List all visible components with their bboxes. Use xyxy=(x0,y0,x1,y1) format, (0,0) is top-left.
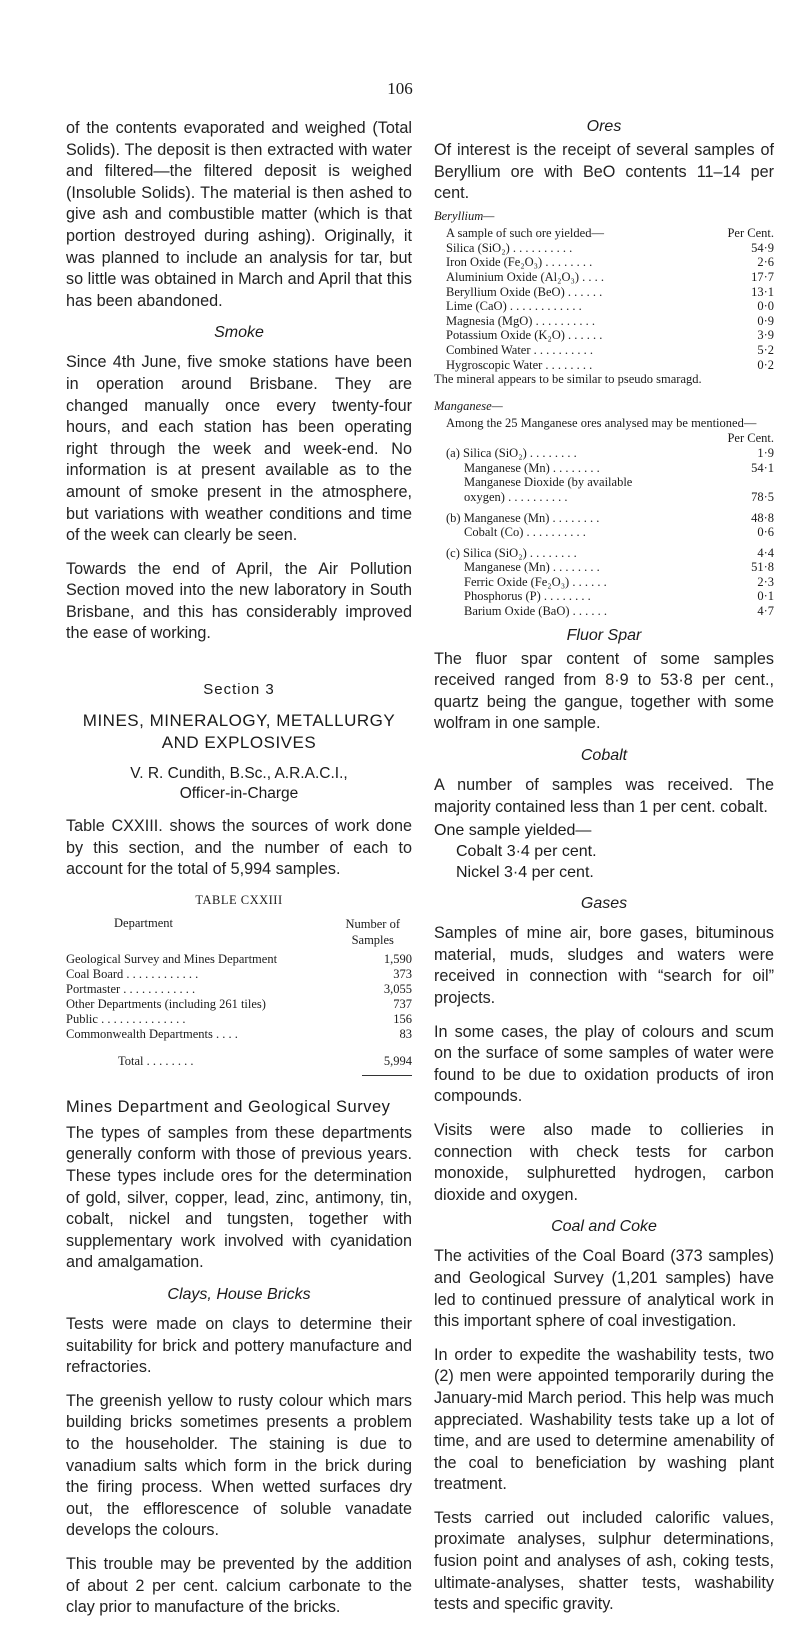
row-value: 4·7 xyxy=(757,604,774,619)
heading-smoke: Smoke xyxy=(214,324,264,342)
paragraph-table-intro: Table CXXIII. shows the sources of work done by this section, and the number of each to account for the total of 5,994 samples. xyxy=(66,817,412,879)
table-row xyxy=(434,241,774,256)
paragraph-gases-samples: Samples of mine air, bore gases, bituminous material, muds, sludges and waters were received in connection with “search for oil” projects. xyxy=(434,924,774,1007)
label-beryllium: Beryllium— xyxy=(434,208,495,223)
table-row xyxy=(434,604,774,619)
row-label: Aluminium Oxide (Al₂O₃) . . . . xyxy=(446,269,605,284)
table-col-samples xyxy=(346,916,401,948)
paragraph-air-pollution: Towards the end of April, the Air Pollution Section moved into the new laboratory in South Brisbane, and this has considerably improved the ease of working. xyxy=(66,559,412,643)
table-row xyxy=(434,255,774,270)
table-row xyxy=(66,1027,412,1042)
row-label: Commonwealth Departments . . . . xyxy=(66,1026,238,1041)
row-label: Public . . . . . . . . . . . . . . xyxy=(66,1011,186,1026)
label-manganese: Manganese— xyxy=(434,399,503,414)
heading-mines-department: Mines Department and Geological Survey xyxy=(66,1097,391,1116)
row-label: Hygroscopic Water . . . . . . . . xyxy=(446,357,593,372)
paragraph-smoke-stations: Since 4th June, five smoke stations have been in operation around Brisbane. They are changed manually once every twenty-four hours, and each station has been operating right through the week and week-end. No information is at present available as to the amount of smoke present in the atmosphere, but variations with weather conditions and time of the week can clearly be seen. xyxy=(66,353,412,545)
paragraph-coal-washability: In order to expedite the washability tests, two (2) men were appointed temporarily during the January-mid March period. This help was much appreciated. Washability tests take up a lot of time, and are used to determine amenability of the coal to beneficiation by washing plant treatment. xyxy=(434,1345,774,1494)
row-label: (b) Manganese (Mn) . . . . . . . . xyxy=(446,510,600,525)
row-value: 17·7 xyxy=(751,269,774,284)
table-row xyxy=(434,575,774,590)
row-label: Manganese (Mn) . . . . . . . . xyxy=(464,460,600,475)
row-value: 373 xyxy=(393,966,412,981)
table-col-samples-line-2: Samples xyxy=(351,932,394,947)
row-value: 3·9 xyxy=(757,328,774,343)
table-row xyxy=(434,358,774,373)
row-label: Cobalt (Co) . . . . . . . . . . xyxy=(464,525,586,540)
table-row xyxy=(66,1012,412,1027)
table-row xyxy=(434,446,774,461)
table-header xyxy=(66,916,412,952)
row-value: 54·1 xyxy=(751,460,774,475)
paragraph-clays-prevention: This trouble may be prevented by the addition of about 2 per cent. calcium carbonate to the clay prior to manufacture of the bricks. xyxy=(66,1554,412,1617)
right-column xyxy=(434,118,774,1628)
heading-cobalt: Cobalt xyxy=(580,747,628,765)
table-row xyxy=(434,285,774,300)
left-column xyxy=(66,118,412,1631)
heading-clays: Clays, House Bricks xyxy=(167,1286,311,1303)
table-total-label: Total . . . . . . . . xyxy=(118,1053,194,1068)
row-value: 1,590 xyxy=(383,951,412,966)
row-value: 48·8 xyxy=(751,510,774,525)
table-row xyxy=(434,270,774,285)
table-row xyxy=(66,967,412,982)
table-row xyxy=(434,328,774,343)
row-label: Portmaster . . . . . . . . . . . . xyxy=(66,981,196,996)
table-col-department: Department xyxy=(114,915,174,930)
officer-name: V. R. Cundith, B.Sc., A.R.A.C.I., xyxy=(130,765,348,783)
row-label: Phosphorus (P) . . . . . . . . xyxy=(464,589,591,604)
row-label: Beryllium Oxide (BeO) . . . . . . xyxy=(446,284,603,299)
officer-block xyxy=(66,764,412,804)
table-total-row xyxy=(66,1054,412,1069)
heading-ores: Ores xyxy=(586,118,622,135)
table-row xyxy=(434,314,774,329)
row-label: (a) Silica (SiO₂) . . . . . . . . xyxy=(446,446,577,461)
paragraph-coal-tests: Tests carried out included calorific values, proximate analyses, sulphur determinations, fusion point and analyses of ash, coking tests, ultimate-analyses, shatter tests, washability tests and specific gravity. xyxy=(434,1508,774,1614)
row-value: 2·6 xyxy=(757,255,774,270)
row-value: 0·0 xyxy=(757,299,774,314)
manganese-sample-a xyxy=(434,446,774,504)
row-value: 51·8 xyxy=(751,560,774,575)
paragraph-cobalt: A number of samples was received. The majority contained less than 1 per cent. cobalt. xyxy=(434,776,774,816)
nickel-value: Nickel 3·4 per cent. xyxy=(456,864,594,882)
paragraph-coal-activities: The activities of the Coal Board (373 samples) and Geological Survey (1,201 samples) have led to continued pressure of analytical work in this important sphere of coal investigation. xyxy=(434,1247,774,1331)
table-row xyxy=(434,475,774,490)
row-label: Barium Oxide (BaO) . . . . . . xyxy=(464,604,608,619)
table-row xyxy=(434,299,774,314)
beryllium-note: The mineral appears to be similar to pseudo smaragd. xyxy=(434,372,702,387)
department-table xyxy=(66,952,412,1042)
row-value: 54·9 xyxy=(751,240,774,255)
paragraph-fluor-spar: The fluor spar content of some samples received ranged from 8·9 to 53·8 per cent., quartz being the gangue, together with some wolfram in one sample. xyxy=(434,649,774,733)
row-label: Ferric Oxide (Fe₂O₃) . . . . . . xyxy=(464,574,607,589)
row-value: 0·1 xyxy=(757,589,774,604)
paragraph-total-solids: of the contents evaporated and weighed (Total Solids). The deposit is then extracted with water and filtered—the filtered deposit is weighed (Insoluble Solids). The material is then ashed to give ash and combustible matter (which is that portion destroyed during ashing). Originally, it was planned to include an analysis for tar, but so little was obtained in March and April that this has been abandoned. xyxy=(66,119,412,310)
manganese-per-cent: Per Cent. xyxy=(727,431,774,446)
row-label: Silica (SiO₂) . . . . . . . . . . xyxy=(446,240,573,255)
officer-role: Officer-in-Charge xyxy=(179,785,299,803)
table-row xyxy=(66,952,412,967)
row-value: 0·6 xyxy=(757,525,774,540)
paragraph-clays-colour: The greenish yellow to rusty colour which mars building bricks sometimes presents a problem to the householder. The staining is due to vanadium salts which form in the brick during the firing process. When wetted surfaces dry out, the efflorescence of soluble vanadate develops the colours. xyxy=(66,1391,412,1540)
section-number: Section 3 xyxy=(203,681,275,699)
row-label: Other Departments (including 261 tiles) xyxy=(66,996,266,1011)
table-row xyxy=(434,511,774,526)
row-value: 1·9 xyxy=(757,446,774,461)
beryllium-header xyxy=(434,226,774,241)
manganese-header-spacer xyxy=(434,431,710,446)
table-row xyxy=(434,589,774,604)
row-label: oxygen) . . . . . . . . . . xyxy=(464,489,568,504)
heading-gases: Gases xyxy=(580,895,628,913)
row-value: 5·2 xyxy=(757,342,774,357)
row-label: Coal Board . . . . . . . . . . . . xyxy=(66,966,199,981)
row-value: 83 xyxy=(399,1026,412,1041)
table-row xyxy=(434,560,774,575)
section-title-line-1: MINES, MINERALOGY, METALLURGY xyxy=(82,711,396,731)
row-value: 0·2 xyxy=(757,357,774,372)
row-value: 3,055 xyxy=(383,981,412,996)
table-row xyxy=(66,982,412,997)
row-label: Iron Oxide (Fe₂O₃) . . . . . . . . xyxy=(446,255,593,270)
row-label: Potassium Oxide (K₂O) . . . . . . xyxy=(446,328,603,343)
table-title: TABLE CXXIII xyxy=(195,892,283,907)
heading-fluor-spar: Fluor Spar xyxy=(566,626,642,644)
row-value: 156 xyxy=(393,1011,412,1026)
row-value: 4·4 xyxy=(757,545,774,560)
manganese-sample-b xyxy=(434,511,774,540)
section-title-line-2: AND EXPLOSIVES xyxy=(161,733,317,753)
paragraph-mines-types: The types of samples from these departments generally conform with those of previous years. These types include ores for the determination of gold, silver, copper, lead, zinc, antimony, tin, cobalt, nickel and tungsten, together with supplementary work involved with cyanidation and amalgamation. xyxy=(66,1123,412,1272)
row-label: Magnesia (MgO) . . . . . . . . . . xyxy=(446,313,595,328)
table-row xyxy=(434,525,774,540)
row-label: Manganese Dioxide (by available xyxy=(464,475,633,490)
page-number: 106 xyxy=(387,79,413,98)
cobalt-value: Cobalt 3·4 per cent. xyxy=(456,843,597,861)
table-row xyxy=(434,461,774,476)
beryllium-intro: A sample of such ore yielded— xyxy=(446,225,604,240)
manganese-intro: Among the 25 Manganese ores analysed may be mentioned— xyxy=(446,416,757,431)
beryllium-table xyxy=(434,241,774,372)
heading-coal-coke: Coal and Coke xyxy=(551,1218,657,1236)
table-total-rule xyxy=(362,1075,412,1076)
table-row xyxy=(434,490,774,505)
row-label: Manganese (Mn) . . . . . . . . xyxy=(464,560,600,575)
row-label: Combined Water . . . . . . . . . . xyxy=(446,342,594,357)
manganese-header xyxy=(434,431,774,446)
paragraph-gases-visits: Visits were also made to collieries in connection with check tests for carbon monoxide, sulphuretted hydrogen, carbon dioxide and oxygen. xyxy=(434,1120,774,1204)
table-row xyxy=(434,546,774,561)
table-row xyxy=(434,343,774,358)
manganese-sample-c xyxy=(434,546,774,619)
paragraph-clays-tests: Tests were made on clays to determine their suitability for brick and pottery manufacture and refractories. xyxy=(66,1315,412,1377)
row-value xyxy=(738,475,774,490)
section-title xyxy=(66,710,412,754)
table-col-samples-line-1: Number of xyxy=(345,916,400,931)
paragraph-gases-colours: In some cases, the play of colours and scum on the surface of some samples of water were found to be due to oxidation products of iron compounds. xyxy=(434,1022,774,1106)
paragraph-ores: Of interest is the receipt of several samples of Beryllium ore with BeO contents 11–14 per cent. xyxy=(434,141,774,203)
row-value: 2·3 xyxy=(757,574,774,589)
cobalt-yield: One sample yielded— xyxy=(434,822,592,840)
row-value: 737 xyxy=(393,996,412,1011)
row-value: 13·1 xyxy=(751,284,774,299)
row-value: 78·5 xyxy=(751,489,774,504)
table-total-value: 5,994 xyxy=(383,1053,412,1068)
row-value: 0·9 xyxy=(757,313,774,328)
row-label: Geological Survey and Mines Department xyxy=(66,951,278,966)
table-row xyxy=(66,997,412,1012)
beryllium-per-cent: Per Cent. xyxy=(727,225,774,240)
row-label: Lime (CaO) . . . . . . . . . . . . xyxy=(446,299,582,314)
row-label: (c) Silica (SiO₂) . . . . . . . . xyxy=(446,545,577,560)
